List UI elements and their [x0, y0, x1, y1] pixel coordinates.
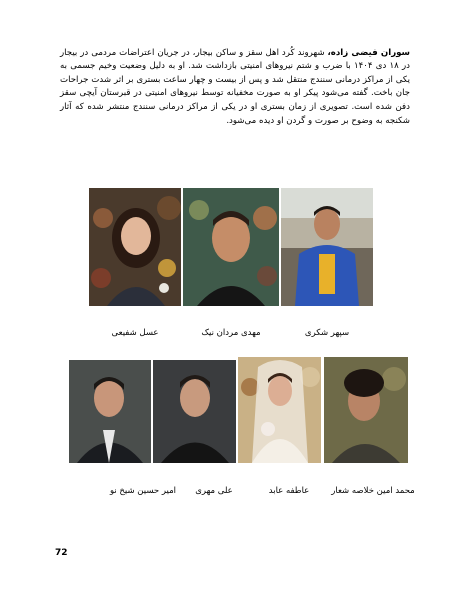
photo-amirhossein-sheikhnoo — [69, 360, 151, 463]
body-paragraph — [60, 47, 410, 129]
caption-sepehr-shokri: سپهر شکری — [304, 328, 350, 338]
person-name: سوران فیضی زاده، — [327, 47, 410, 58]
caption-amirhossein-sheikhnoo: امیر حسین شیخ نو — [109, 486, 177, 496]
paragraph-text: شهروند کُرد اهل سقز و ساکن بیجار، در جریان اعتراضات مردمی در بیجار در ۱۸ دی ۱۴۰۴ با ضرب و شتم نیروهای امنیتی بازداشت شد. او به دلیل وضعیت وخیم جسمی به یکی از مراکز درمانی سنندج منتقل شد و پس از بیست و چهار ساعت بستری بر اثر شدت جراحات جان باخت. گفته می‌شود پیکر او به صورت مخفیانه توسط نیروهای امنیتی در قبرستان آیچی سقز دفن شده است. تصویری از زمان بستری او در یکی از مراکز درمانی سنندج منتشر شده که آثار شکنجه به وضوح بر صورت و گردن او دیده می‌شود. — [60, 47, 410, 126]
photo-mahdi-mardan-nik — [183, 188, 279, 306]
caption-mohammadamin-kholaseh-shoar: محمد امین خلاصه شعار — [331, 486, 415, 496]
caption-ali-mehri: علی مهری — [195, 486, 233, 496]
caption-atefeh-abed: عاطفه عابد — [268, 486, 310, 496]
page-number: 72 — [55, 548, 68, 558]
photo-atefeh-abed — [238, 357, 321, 463]
caption-asal-shafiei: عسل شفیعی — [111, 328, 159, 338]
photo-mohammadamin-kholaseh-shoar — [324, 357, 408, 463]
photo-sepehr-shokri — [281, 188, 373, 306]
caption-mahdi-mardan-nik: مهدی مردان نیک — [201, 328, 261, 338]
photo-ali-mehri — [153, 360, 236, 463]
photo-asal-shafiei — [89, 188, 181, 306]
